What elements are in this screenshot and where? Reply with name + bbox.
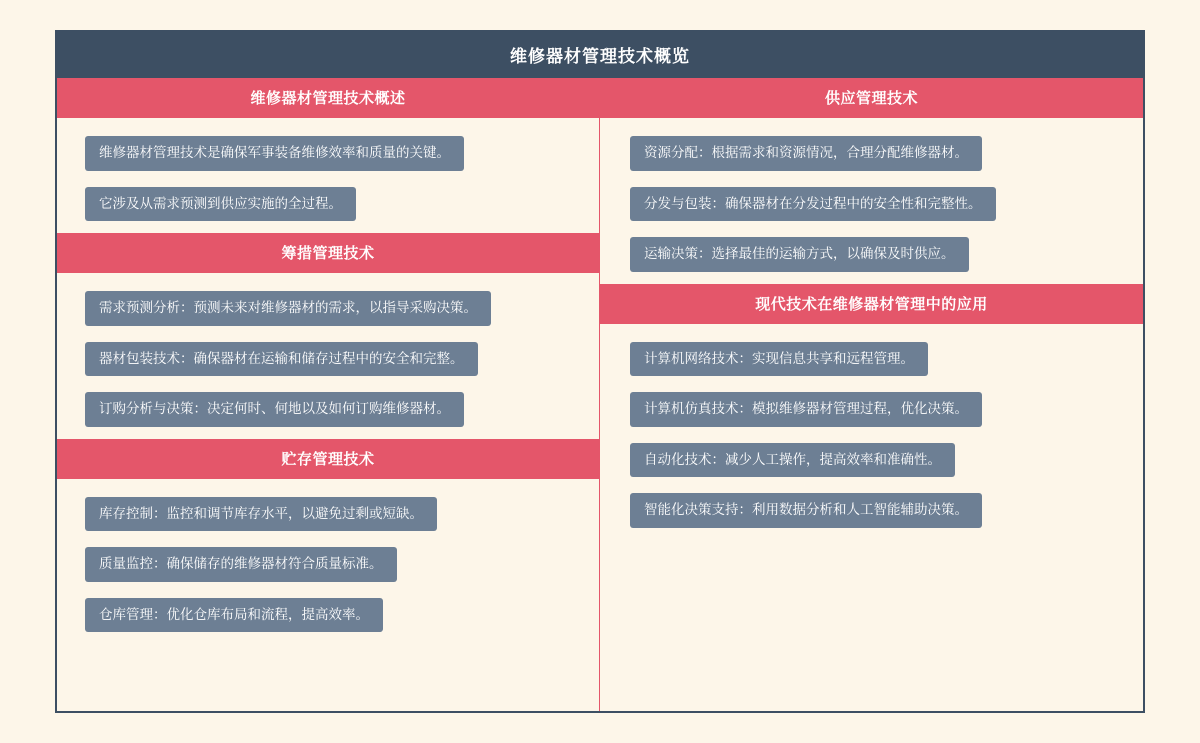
section-body bbox=[57, 479, 599, 645]
section-body bbox=[600, 324, 1143, 540]
section-header: 筹措管理技术 bbox=[57, 233, 599, 273]
list-item: 订购分析与决策：决定何时、何地以及如何订购维修器材。 bbox=[85, 392, 464, 427]
list-item: 计算机仿真技术：模拟维修器材管理过程，优化决策。 bbox=[630, 392, 982, 427]
list-item: 质量监控：确保储存的维修器材符合质量标准。 bbox=[85, 547, 397, 582]
diagram-board bbox=[55, 30, 1145, 713]
section-storage bbox=[57, 439, 599, 645]
columns-container bbox=[57, 78, 1143, 711]
section-modern-tech bbox=[600, 284, 1143, 540]
section-supply bbox=[600, 78, 1143, 284]
section-header: 供应管理技术 bbox=[600, 78, 1143, 118]
section-procurement bbox=[57, 233, 599, 439]
section-body bbox=[57, 118, 599, 233]
section-overview bbox=[57, 78, 599, 233]
right-column bbox=[600, 78, 1143, 711]
list-item: 智能化决策支持：利用数据分析和人工智能辅助决策。 bbox=[630, 493, 982, 528]
list-item: 分发与包装：确保器材在分发过程中的安全性和完整性。 bbox=[630, 187, 996, 222]
section-header: 现代技术在维修器材管理中的应用 bbox=[600, 284, 1143, 324]
list-item: 资源分配：根据需求和资源情况，合理分配维修器材。 bbox=[630, 136, 982, 171]
list-item: 它涉及从需求预测到供应实施的全过程。 bbox=[85, 187, 356, 222]
list-item: 仓库管理：优化仓库布局和流程，提高效率。 bbox=[85, 598, 383, 633]
section-body bbox=[57, 273, 599, 439]
list-item: 需求预测分析：预测未来对维修器材的需求，以指导采购决策。 bbox=[85, 291, 491, 326]
list-item: 计算机网络技术：实现信息共享和远程管理。 bbox=[630, 342, 928, 377]
list-item: 器材包装技术：确保器材在运输和储存过程中的安全和完整。 bbox=[85, 342, 478, 377]
list-item: 运输决策：选择最佳的运输方式，以确保及时供应。 bbox=[630, 237, 969, 272]
left-column bbox=[57, 78, 600, 711]
left-column-spacer bbox=[57, 644, 599, 711]
right-column-spacer bbox=[600, 540, 1143, 712]
section-header: 维修器材管理技术概述 bbox=[57, 78, 599, 118]
list-item: 维修器材管理技术是确保军事装备维修效率和质量的关键。 bbox=[85, 136, 464, 171]
page-title: 维修器材管理技术概览 bbox=[57, 32, 1143, 78]
section-header: 贮存管理技术 bbox=[57, 439, 599, 479]
section-body bbox=[600, 118, 1143, 284]
list-item: 库存控制：监控和调节库存水平，以避免过剩或短缺。 bbox=[85, 497, 437, 532]
list-item: 自动化技术：减少人工操作，提高效率和准确性。 bbox=[630, 443, 955, 478]
